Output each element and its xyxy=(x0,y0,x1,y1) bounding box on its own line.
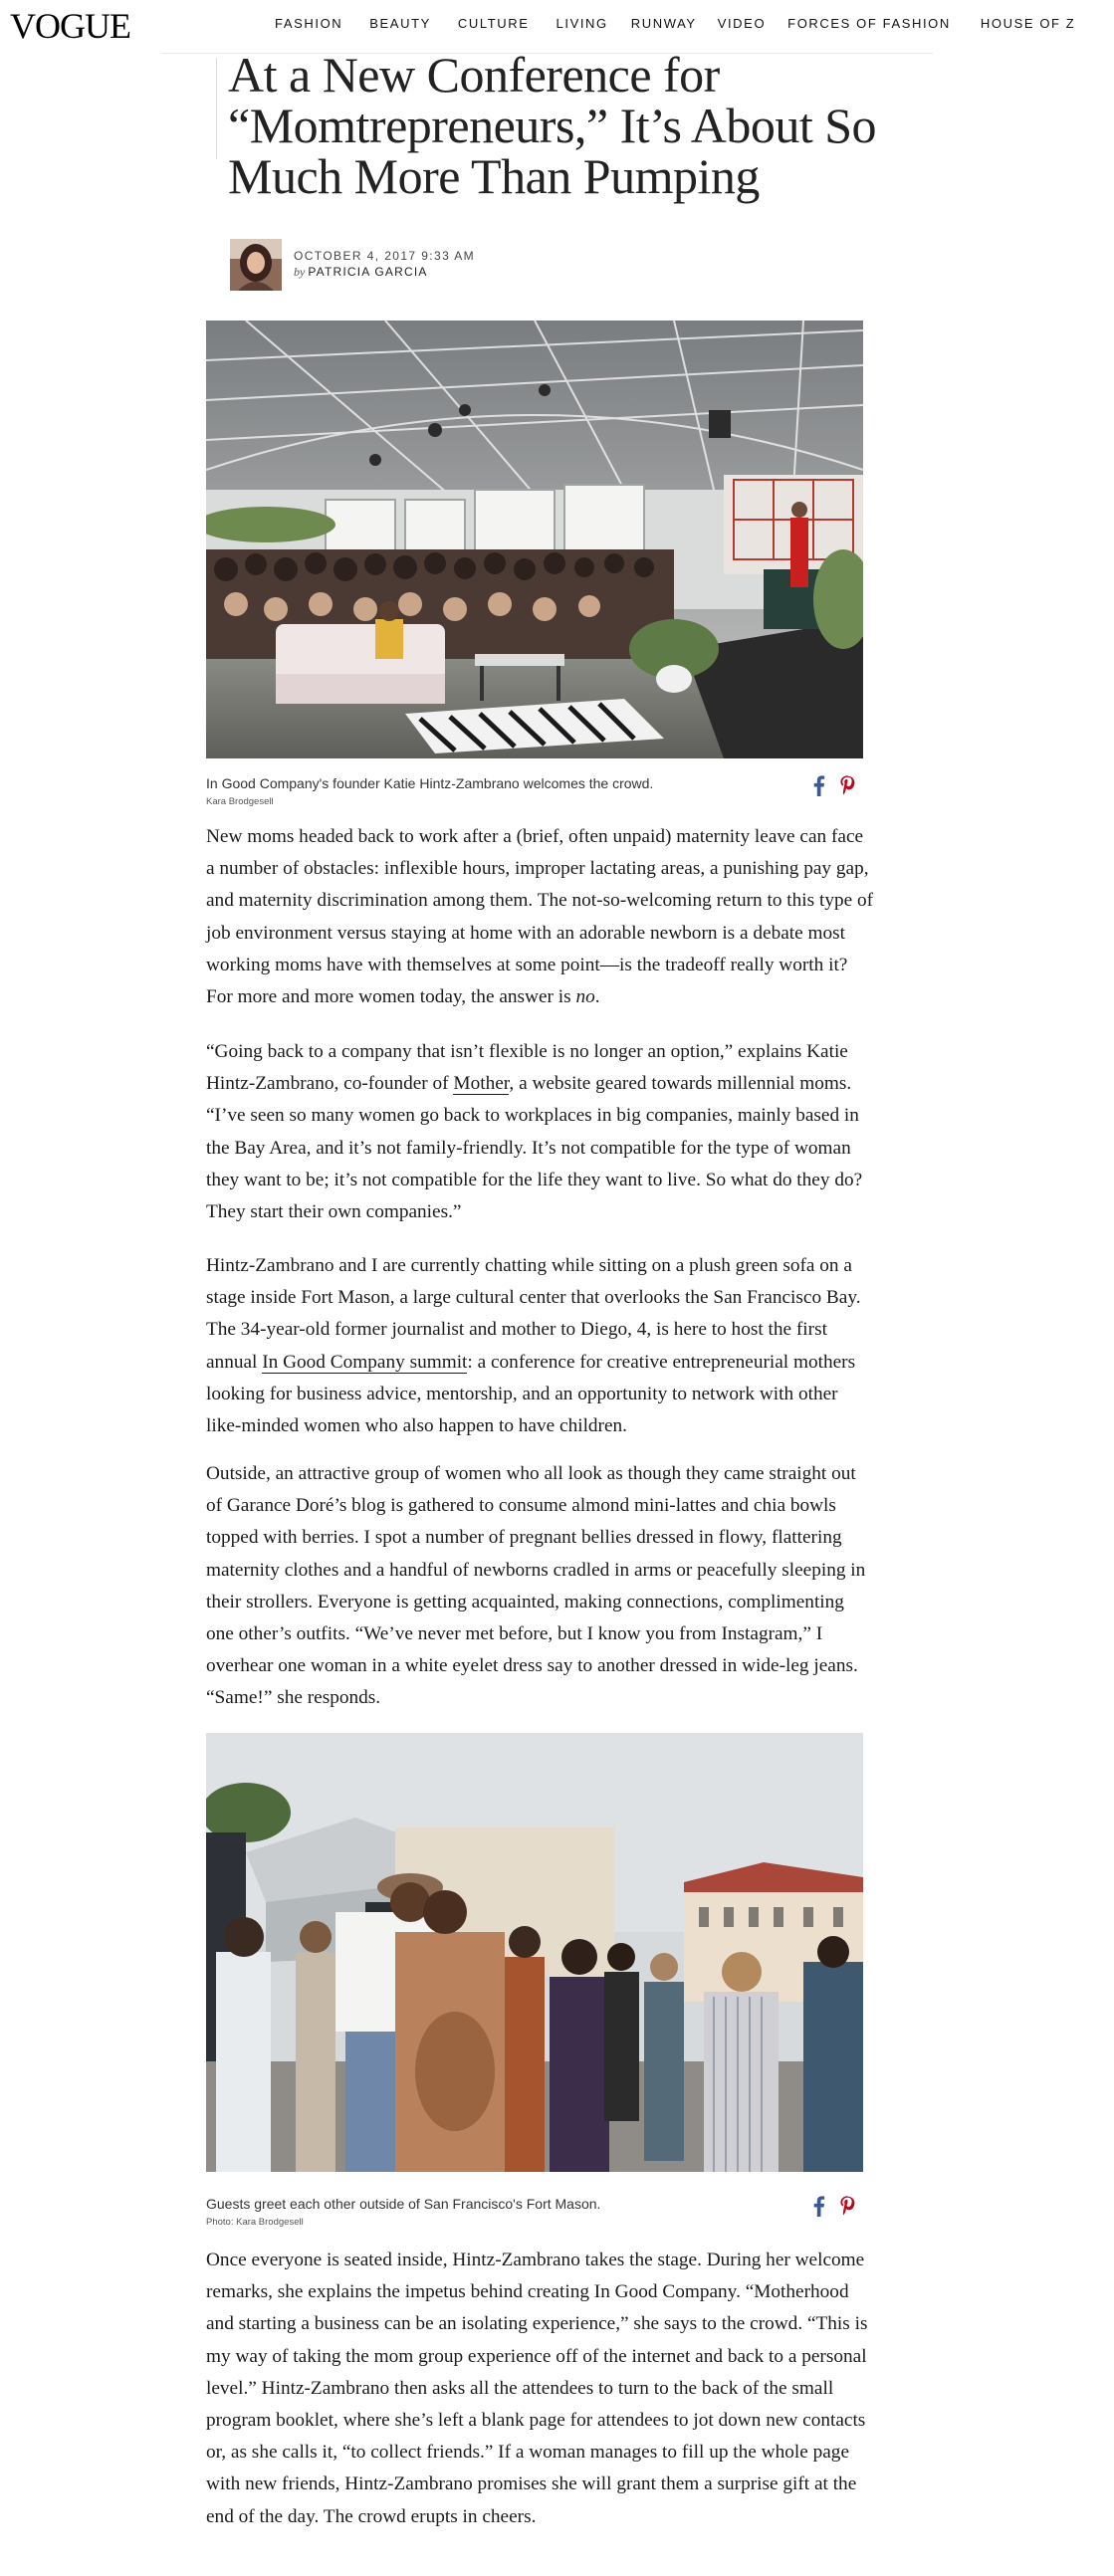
site-header xyxy=(0,0,1114,52)
vogue-logo[interactable]: VOGUE xyxy=(10,6,130,46)
article-paragraph-4: Outside, an attractive group of women who all look as though they came straight out of Garance Doré’s blog is gathered to consume almond mini-lattes and chia bowls topped with berries. I spot a number of pregnant bellies dressed in flowy, flattering maternity clothes and a handful of newborns cradled in arms or peacefully sleeping in their strollers. Everyone is getting acquainted, making connections, complimenting one other’s outfits. “We’ve never met before, but I know you from Instagram,” I overhear one woman in a white eyelet dress say to another dressed in wide-leg jeans. “Same!” she responds. xyxy=(206,1463,866,1709)
nav-item-beauty[interactable]: BEAUTY xyxy=(369,16,431,31)
in-good-company-summit-link[interactable]: In Good Company summit xyxy=(262,1351,468,1373)
article-headline: At a New Conference for “Momtrepreneurs,” It’s About So Much More Than Pumping xyxy=(228,47,877,204)
nav-item-house-of-z[interactable]: HOUSE OF Z xyxy=(980,16,1076,31)
paragraph-text: Hintz-Zambrano and I are currently chatting while sitting on a plush green sofa on a stage inside Fort Mason, a large cultural center that overlooks the San Francisco Bay. The 34-year-old former journalist and mother to Diego, 4, is here to host the first annual xyxy=(206,1255,861,1373)
nav-item-culture[interactable]: CULTURE xyxy=(457,16,530,31)
nav-item-living[interactable]: LIVING xyxy=(556,16,608,31)
pinterest-icon xyxy=(838,774,856,796)
nav-item-forces-of-fashion[interactable]: FORCES OF FASHION xyxy=(787,16,951,31)
paragraph-text: : a conference for creative entrepreneurial mothers looking for business advice, mentorship, and an opportunity to network with other like-minded women who also happen to have children. xyxy=(206,1351,856,1437)
photo-credit-2: Photo: Kara Brodgesell xyxy=(206,2217,304,2228)
facebook-icon xyxy=(810,774,828,796)
article-paragraph-1 xyxy=(206,821,875,1013)
photo-caption-2: Guests greet each other outside of San Francisco's Fort Mason. xyxy=(206,2196,601,2212)
pinterest-share-button[interactable] xyxy=(838,2195,856,2217)
facebook-share-button[interactable] xyxy=(810,2195,828,2217)
photo-caption-1: In Good Company's founder Katie Hintz-Zambrano welcomes the crowd. xyxy=(206,775,654,791)
facebook-share-button[interactable] xyxy=(810,774,828,796)
conference-hall-photo xyxy=(206,321,863,758)
article-paragraph-5: Once everyone is seated inside, Hintz-Zambrano takes the stage. During her welcome remarks, she explains the impetus behind creating In Good Company. “Motherhood and starting a business can be an isolating experience,” she says to the crowd. “This is my way of taking the mom group experience off of the internet and back to a personal level.” Hintz-Zambrano then asks all the attendees to turn to the back of the small program booklet, where she’s left a blank page for attendees to jot down new contacts or, as she calls it, “to collect friends.” If a woman manages to fill up the whole page with new friends, Hintz-Zambrano promises she will grant them a surprise gift at the end of the day. The crowd erupts in cheers. xyxy=(206,2250,868,2527)
main-nav xyxy=(275,16,1075,31)
paragraph-text: New moms headed back to work after a (brief, often unpaid) maternity leave can face a number of obstacles: inflexible hours, improper lactating areas, a punishing pay gap, and maternity discrimination among them. The not-so-welcoming return to this type of job environment versus staying at home with an adorable newborn is a debate most working moms have with themselves at some point—is the tradeoff really worth it? For more and more women today, the answer is xyxy=(206,826,874,1008)
pinterest-icon xyxy=(838,2195,856,2217)
publish-date: OCTOBER 4, 2017 9:33 AM xyxy=(294,249,476,263)
nav-item-video[interactable]: VIDEO xyxy=(717,16,767,31)
article-paragraph-3 xyxy=(206,1250,875,1442)
article-paragraph-2 xyxy=(206,1036,875,1228)
mother-link[interactable]: Mother xyxy=(453,1073,510,1095)
fort-mason-greeting-photo xyxy=(206,1733,863,2172)
emphasis-text: no xyxy=(575,986,595,1008)
nav-item-runway[interactable]: RUNWAY xyxy=(630,16,697,31)
author-avatar[interactable] xyxy=(230,239,282,291)
paragraph-text: “Going back to a company that isn’t flexible is no longer an option,” explains Katie Hintz-Zambrano, co-founder of xyxy=(206,1041,848,1095)
paragraph-text: , a website geared towards millennial moms. “I’ve seen so many women go back to workplaces in big companies, mainly based in the Bay Area, and it’s not family-friendly. It’s not compatible for the type of woman they want to be; it’s not compatible for the life they want to live. So what do they do? They start their own companies.” xyxy=(206,1073,863,1223)
facebook-icon xyxy=(810,2195,828,2217)
photo-credit-1: Kara Brodgesell xyxy=(206,796,274,807)
byline-prefix: by xyxy=(294,265,306,279)
nav-item-fashion[interactable]: FASHION xyxy=(275,16,343,31)
headline-rule xyxy=(216,58,217,159)
paragraph-end: . xyxy=(594,986,600,1008)
pinterest-share-button[interactable] xyxy=(838,774,856,796)
author-link[interactable]: PATRICIA GARCIA xyxy=(308,265,428,279)
byline xyxy=(294,265,428,280)
